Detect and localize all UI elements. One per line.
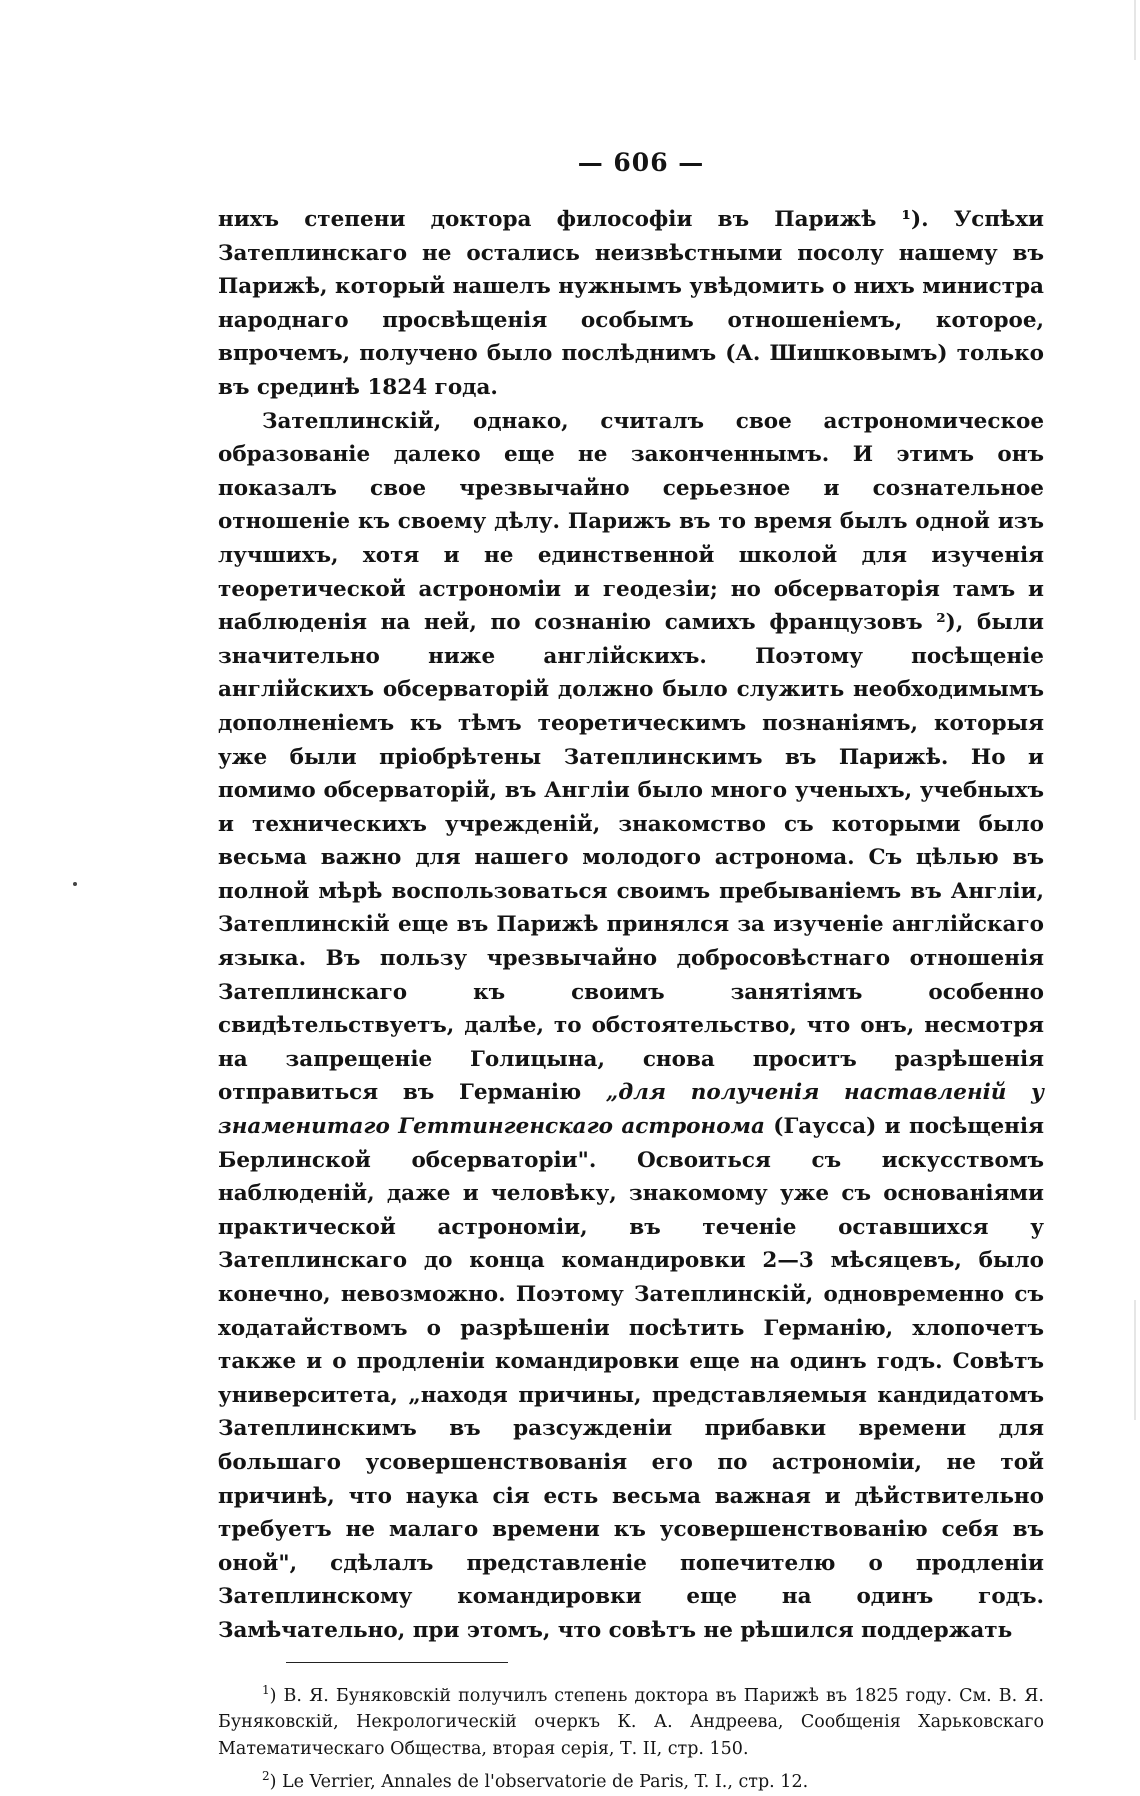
main-text [218, 203, 1044, 1648]
page-number: — 606 — [577, 148, 705, 177]
italic-quote: „для полученія наставленій у знаменитаго Геттингенскаго астронома [218, 1080, 1044, 1140]
footnote-2 [218, 1763, 1044, 1796]
paragraph-2 [218, 405, 1044, 1648]
book-page [218, 148, 1044, 1796]
paragraph-2-body: Затеплинскій, однако, считалъ свое астрономическое образованіе далеко еще не законченнымъ. И этимъ онъ показалъ свое чрезвычайно серьезное и сознательное отношеніе къ своему дѣлу. Парижъ въ то время былъ одной изъ лучшихъ, хотя и не единственной школой для изученія теоретической астрономіи и геодезіи; но обсерваторія тамъ и наблюденія на ней, по сознанію самихъ французовъ ²), были значительно ниже англійскихъ. Поэтому посѣщеніе англійскихъ обсерваторій должно было служить необходимымъ дополненіемъ къ тѣмъ теоретическимъ познаніямъ, которыя уже были пріобрѣтены Затеплинскимъ въ Парижѣ. Но и помимо обсерваторій, въ Англіи было много ученыхъ, учебныхъ и техническихъ учрежденій, знакомство съ которыми было весьма важно для нашего молодого астронома. Съ цѣлью въ полной мѣрѣ воспользоваться своимъ пребываніемъ въ Англіи, Затеплинскій еще въ Парижѣ принялся за изученіе англійскаго языка. Въ пользу чрезвычайно добросовѣстнаго отношенія Затеплинскаго къ своимъ занятіямъ особенно свидѣтельствуетъ, далѣе, то обстоятельство, что онъ, несмотря на запрещеніе Голицына, снова проситъ разрѣшенія отправиться въ Германію [218, 408, 1044, 1106]
footnote-2-mark: 2 [262, 1769, 270, 1784]
paragraph-1: нихъ степени доктора философіи въ Парижѣ ¹). Успѣхи Затеплинскаго не остались неизвѣстными посолу нашему въ Парижѣ, который нашелъ нужнымъ увѣдомить о нихъ министра народнаго просвѣщенія особымъ отношеніемъ, которое, впрочемъ, получено было послѣднимъ (А. Шишковымъ) только въ срединѣ 1824 года. [218, 207, 1044, 400]
footnote-2-text: ) Le Verrier, Annales de l'observatorie de Paris, T. I., стр. 12. [269, 1772, 809, 1793]
footnote-1-text: ) В. Я. Буняковскій получилъ степень доктора въ Парижѣ въ 1825 году. См. В. Я. Буняковскій, Некрологическій очеркъ К. А. Андреева, Сообщенія Харьковскаго Математическаго Общества, вторая серія, Т. II, стр. 150. [218, 1685, 1044, 1760]
footnote-1 [218, 1677, 1044, 1764]
scan-edge-mark-top [1134, 0, 1136, 60]
scan-edge-mark-bottom [1134, 1300, 1136, 1420]
footnote-divider [286, 1662, 508, 1663]
paragraph-2-tail: (Гаусса) и посѣщенія Берлинской обсерваторіи". Освоиться съ искусствомъ наблюденій, даже и человѣку, знакомому уже съ основаніями практической астрономіи, въ теченіе оставшихся у Затеплинскаго до конца командировки 2—3 мѣсяцевъ, было конечно, невозможно. Поэтому Затеплинскій, одновременно съ ходатайствомъ о разрѣшеніи посѣтить Германію, хлопочетъ также и о продленіи командировки еще на одинъ годъ. Совѣтъ университета, „находя причины, представляемыя кандидатомъ Затеплинскимъ въ разсужденіи прибавки времени для большаго усовершенствованія его по астрономіи, не той причинѣ, что наука сія есть весьма важная и дѣйствительно требуетъ не малаго времени къ усовершенствованію себя въ оной", сдѣлалъ представленіе попечителю о продленіи Затеплинскому командировки еще на одинъ годъ. Замѣчательно, при этомъ, что совѣтъ не рѣшился поддержать [218, 1114, 1044, 1643]
scan-speck [73, 882, 77, 886]
footnotes [218, 1677, 1044, 1796]
footnote-1-mark: 1 [262, 1682, 270, 1697]
